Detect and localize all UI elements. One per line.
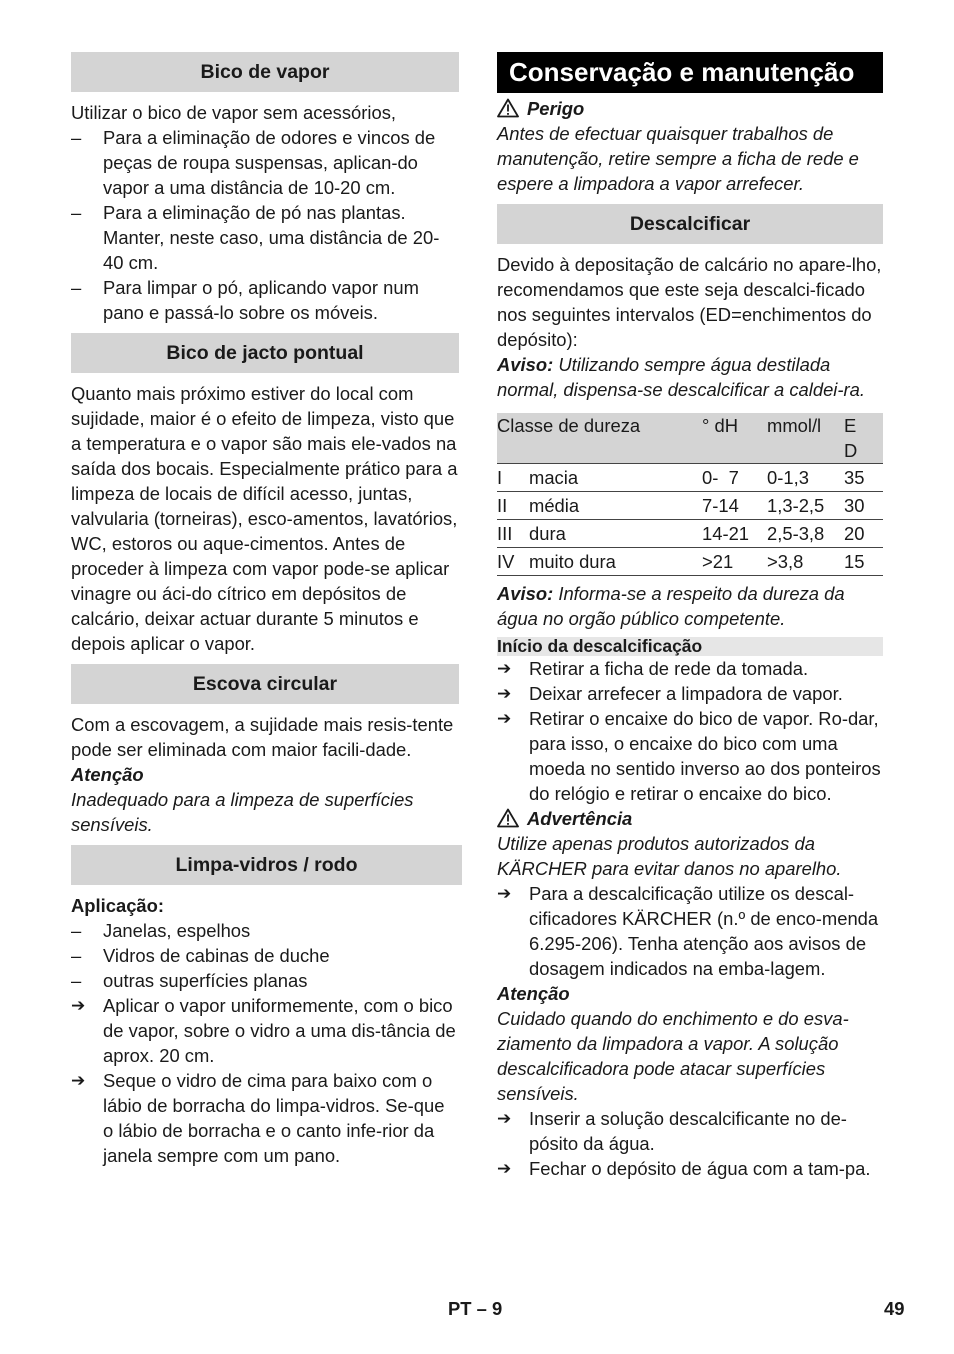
heading-escova-circular: Escova circular bbox=[71, 664, 459, 704]
step-item: ➔ Seque o vidro de cima para baixo com o lábio de borracha do limpa-vidros. Se-que o lábio de borracha e o canto infe-rior da janela sempre com um pano. bbox=[71, 1070, 445, 1166]
application-label: Aplicação: bbox=[71, 895, 165, 916]
step-item: ➔ Aplicar o vapor uniformemente, com o bico de vapor, sobre o vidro a uma dis-tância de aprox. 20 cm. bbox=[71, 995, 456, 1066]
heading-limpa-vidros: Limpa-vidros / rodo bbox=[71, 845, 462, 885]
table-header: Classe de dureza bbox=[497, 413, 702, 464]
table-row: II média 7-14 1,3-2,5 30 bbox=[497, 492, 883, 520]
warning-text: Utilize apenas produtos autorizados da KÄRCHER para evitar danos no aparelho. bbox=[497, 833, 842, 879]
danger-heading bbox=[497, 96, 883, 121]
list-item: – outras superfícies planas bbox=[71, 970, 308, 991]
heading-descalcificar: Descalcificar bbox=[497, 204, 883, 244]
arrow-right-icon: ➔ bbox=[71, 1071, 86, 1090]
note-text: Utilizando sempre água destilada normal, dispensa-se descalcificar a caldei-ra. bbox=[497, 354, 865, 400]
dash-marker: – bbox=[71, 277, 82, 298]
table-header: E D bbox=[844, 413, 883, 464]
list-item: – Janelas, espelhos bbox=[71, 920, 251, 941]
step-item: ➔ Retirar o encaixe do bico de vapor. Ro-dar, para isso, o encaixe do bico com uma moeda no sentido inverso ao dos ponteiros do relógio e retirar o encaixe do bico. bbox=[497, 708, 881, 804]
danger-label: Perigo bbox=[527, 98, 585, 119]
table-row: IV muito dura >21 >3,8 15 bbox=[497, 548, 883, 576]
list-item: – Para limpar o pó, aplicando vapor num pano e passá-lo sobre os móveis. bbox=[71, 277, 419, 323]
page-number: 49 bbox=[884, 1298, 905, 1319]
arrow-right-icon: ➔ bbox=[497, 1109, 512, 1128]
dash-marker: – bbox=[71, 920, 82, 941]
note-label: Aviso: bbox=[497, 583, 554, 604]
list-item: – Vidros de cabinas de duche bbox=[71, 945, 330, 966]
step-item: ➔ Fechar o depósito de água com a tam-pa. bbox=[497, 1158, 871, 1179]
table-header: mmol/l bbox=[767, 413, 844, 464]
warning-triangle-icon bbox=[497, 98, 519, 118]
arrow-right-icon: ➔ bbox=[497, 709, 512, 728]
arrow-right-icon: ➔ bbox=[497, 684, 512, 703]
dash-marker: – bbox=[71, 945, 82, 966]
descalcificar-note bbox=[497, 352, 883, 402]
heading-bico-de-jacto-pontual: Bico de jacto pontual bbox=[71, 333, 459, 373]
caution-label: Atenção bbox=[497, 983, 570, 1004]
heading-inicio-descalcificacao: Início da descalcificação bbox=[497, 637, 883, 656]
list-item: – Para a eliminação de pó nas plantas. Manter, neste caso, uma distância de 20-40 cm. bbox=[71, 202, 440, 273]
step-item: ➔ Deixar arrefecer a limpadora de vapor. bbox=[497, 683, 843, 704]
hardness-note bbox=[497, 581, 883, 631]
caution-label: Atenção bbox=[71, 764, 144, 785]
table-row: III dura 14-21 2,5-3,8 20 bbox=[497, 520, 883, 548]
bico-de-vapor-intro: Utilizar o bico de vapor sem acessórios, bbox=[71, 102, 397, 123]
step-item: ➔ Inserir a solução descalcificante no de-pósito da água. bbox=[497, 1108, 847, 1154]
hardness-table bbox=[497, 413, 883, 576]
note-text: Informa-se a respeito da dureza da água no orgão público competente. bbox=[497, 583, 845, 629]
caution-text: Cuidado quando do enchimento e do esva-ziamento da limpadora a vapor. A solução descalcificadora pode atacar superfícies sensíveis. bbox=[497, 1008, 849, 1104]
dash-marker: – bbox=[71, 970, 82, 991]
caution-text: Inadequado para a limpeza de superfícies sensíveis. bbox=[71, 789, 414, 835]
bico-de-jacto-text: Quanto mais próximo estiver do local com sujidade, maior é o efeito de limpeza, visto que a temperatura e o vapor são mais ele-vados na saída dos bocais. Especialmente prático para a limpeza de locais de difícil acesso, juntas, valvularia (torneiras), esco-amentos, lavatórios, WC, estoros ou aque-cimentos. Antes de proceder à limpeza com vapor pode-se aplicar vinagre ou áci-do cítrico em depósitos de calcário, deixar actuar durante 5 minutos e depois aplicar o vapor. bbox=[71, 383, 458, 654]
table-header-row bbox=[497, 413, 883, 464]
arrow-right-icon: ➔ bbox=[497, 659, 512, 678]
warning-heading bbox=[497, 806, 883, 831]
arrow-right-icon: ➔ bbox=[497, 884, 512, 903]
table-header: ° dH bbox=[702, 413, 767, 464]
list-item: – Para a eliminação de odores e vincos de peças de roupa suspensas, aplican-do vapor a uma distância de 10-20 cm. bbox=[71, 127, 436, 198]
note-label: Aviso: bbox=[497, 354, 554, 375]
dash-marker: – bbox=[71, 202, 82, 223]
heading-bico-de-vapor: Bico de vapor bbox=[71, 52, 459, 92]
left-column bbox=[71, 52, 459, 1168]
escova-circular-text: Com a escovagem, a sujidade mais resis-tente pode ser eliminada com maior facili-dade. bbox=[71, 714, 454, 760]
arrow-right-icon: ➔ bbox=[71, 996, 86, 1015]
footer-section-label: PT – 9 bbox=[448, 1298, 503, 1319]
descalcificar-text: Devido à depositação de calcário no apare-lho, recomendamos que este seja descalci-ficado nos seguintes intervalos (ED=enchimentos do depósito): bbox=[497, 254, 882, 350]
right-column bbox=[497, 52, 883, 1181]
arrow-right-icon: ➔ bbox=[497, 1159, 512, 1178]
step-item: ➔ Para a descalcificação utilize os descal-cificadores KÄRCHER (n.º de enco-menda 6.295-206). Tenha atenção aos avisos de dosagem indicados na emba-lagem. bbox=[497, 883, 879, 979]
step-item: ➔ Retirar a ficha de rede da tomada. bbox=[497, 658, 809, 679]
warning-label: Advertência bbox=[527, 808, 633, 829]
table-row: I macia 0- 7 0-1,3 35 bbox=[497, 464, 883, 492]
chapter-title: Conservação e manutenção bbox=[497, 52, 883, 93]
warning-triangle-icon bbox=[497, 808, 519, 828]
danger-text: Antes de efectuar quaisquer trabalhos de manutenção, retire sempre a ficha de rede e espere a limpadora a vapor arrefecer. bbox=[497, 123, 859, 194]
dash-marker: – bbox=[71, 127, 82, 148]
